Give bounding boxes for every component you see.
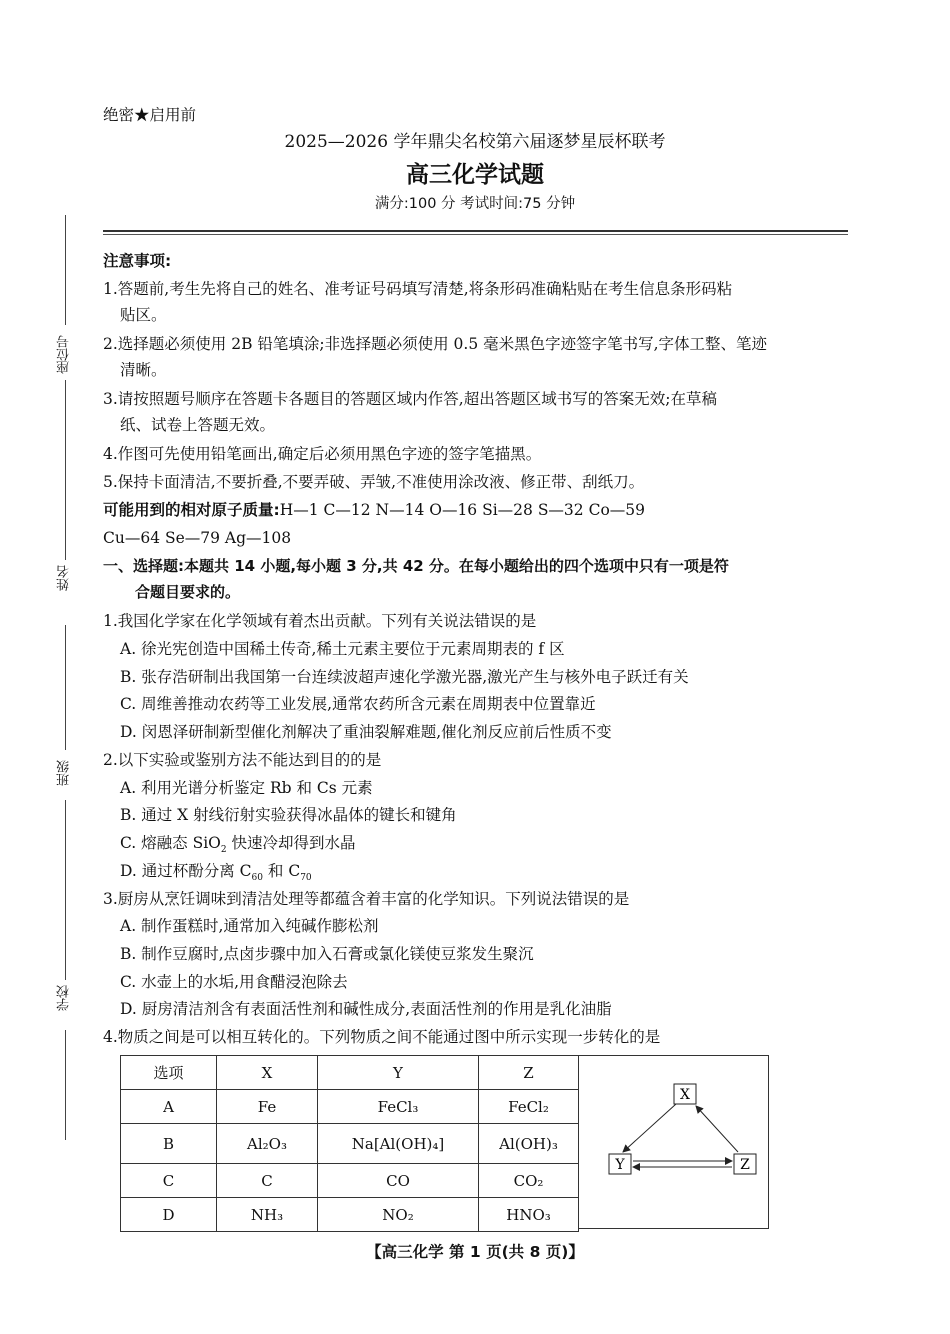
side-line [65, 380, 66, 560]
table-row [121, 1164, 579, 1198]
table-row [121, 1090, 579, 1124]
question-option: D. 闵恩泽研制新型催化剂解决了重油裂解难题,催化剂反应前后性质不变 [120, 723, 612, 741]
question-option: B. 张存浩研制出我国第一台连续波超声速化学激光器,激光产生与核外电子跃迁有关 [120, 668, 689, 686]
notice-item: 3.请按照题号顺序在答题卡各题目的答题区域内作答,超出答题区域书写的答案无效;在草稿 [103, 390, 717, 408]
question-option: D. 厨房清洁剂含有表面活性剂和碱性成分,表面活性剂的作用是乳化油脂 [120, 1000, 612, 1018]
table-cell: B [121, 1124, 217, 1164]
side-label-seat: 座位号 [57, 335, 72, 374]
table-cell: C [121, 1164, 217, 1198]
conversion-diagram-svg [578, 1056, 768, 1228]
side-line [65, 215, 66, 325]
table-header: 选项 [121, 1056, 217, 1090]
table-cell: NO₂ [318, 1198, 479, 1232]
header-rule-thin [103, 234, 848, 235]
question-option: C. 熔融态 SiO$_2$ 快速冷却得到水晶 [120, 834, 356, 856]
conversion-diagram [578, 1055, 769, 1229]
table-cell: FeCl₂ [479, 1090, 579, 1124]
question-option: C. 周维善推动农药等工业发展,通常农药所含元素在周期表中位置靠近 [120, 695, 596, 713]
side-line [65, 1030, 66, 1140]
table-cell: D [121, 1198, 217, 1232]
table-row [121, 1198, 579, 1232]
question-stem: 4.物质之间是可以相互转化的。下列物质之间不能通过图中所示实现一步转化的是 [103, 1028, 661, 1046]
notice-item: 2.选择题必须使用 2B 铅笔填涂;非选择题必须使用 0.5 毫米黑色字迹签字笔书写,字体工整、笔迹 [103, 335, 768, 353]
node-z-label: Z [740, 1157, 750, 1173]
question-stem: 1.我国化学家在化学领域有着杰出贡献。下列有关说法错误的是 [103, 612, 537, 630]
exam-meta: 满分:100 分 考试时间:75 分钟 [374, 196, 576, 212]
notice-item: 纸、试卷上答题无效。 [120, 416, 276, 434]
table-cell: NH₃ [217, 1198, 318, 1232]
atomic-masses-line2: Cu—64 Se—79 Ag—108 [103, 529, 292, 547]
table-cell: CO₂ [479, 1164, 579, 1198]
notice-item: 贴区。 [120, 306, 167, 324]
table-cell: CO [318, 1164, 479, 1198]
table-cell: Al₂O₃ [217, 1124, 318, 1164]
node-y-label: Y [615, 1157, 625, 1173]
question-option: C. 水壶上的水垢,用食醋浸泡除去 [120, 973, 348, 991]
side-label-name: 姓名 [57, 565, 72, 591]
table-cell: FeCl₃ [318, 1090, 479, 1124]
notice-item: 1.答题前,考生先将自己的姓名、准考证号码填写清楚,将条形码准确粘贴在考生信息条形码粘 [103, 280, 733, 298]
atomic-masses-line1: H—1 C—12 N—14 O—16 Si—28 S—32 Co—59 [279, 501, 645, 519]
page-footer: 【高三化学 第 1 页(共 8 页)】 [366, 1243, 584, 1261]
page-title: 高三化学试题 [406, 162, 544, 188]
section-heading: 一、选择题:本题共 14 小题,每小题 3 分,共 42 分。在每小题给出的四个选项中只有一项是符 [103, 557, 729, 575]
table-row [121, 1124, 579, 1164]
arrow-x-to-y [623, 1104, 676, 1152]
arrow-z-to-x [696, 1106, 738, 1152]
notice-item: 清晰。 [120, 361, 167, 379]
question-stem: 3.厨房从烹饪调味到清洁处理等都蕴含着丰富的化学知识。下列说法错误的是 [103, 890, 630, 908]
table-cell: Al(OH)₃ [479, 1124, 579, 1164]
side-line [65, 625, 66, 750]
question-option: A. 制作蛋糕时,通常加入纯碱作膨松剂 [120, 917, 379, 935]
question-option: D. 通过杯酚分离 $C_{60}$ 和 $C_{70}$ [120, 862, 312, 884]
question-option: B. 制作豆腐时,点卤步骤中加入石膏或氯化镁使豆浆发生聚沉 [120, 945, 534, 963]
section-heading-cont: 合题目要求的。 [135, 583, 241, 601]
question-option: A. 利用光谱分析鉴定 Rb 和 Cs 元素 [120, 779, 373, 797]
table-header: Z [479, 1056, 579, 1090]
q4-table [120, 1055, 579, 1232]
table-cell: HNO₃ [479, 1198, 579, 1232]
table-header: Y [318, 1056, 479, 1090]
side-label-school: 学校 [57, 985, 72, 1011]
table-cell: Na[Al(OH)₄] [318, 1124, 479, 1164]
side-label-class: 班级 [57, 760, 72, 786]
exam-name: 2025—2026 学年鼎尖名校第六届逐梦星辰杯联考 [284, 132, 666, 152]
notice-item: 4.作图可先使用铅笔画出,确定后必须用黑色字迹的签字笔描黑。 [103, 445, 542, 463]
table-cell: Fe [217, 1090, 318, 1124]
node-x-label: X [680, 1087, 690, 1103]
question-option: A. 徐光宪创造中国稀土传奇,稀土元素主要位于元素周期表的 f 区 [120, 640, 565, 658]
notice-heading: 注意事项: [103, 252, 172, 270]
notice-item: 5.保持卡面清洁,不要折叠,不要弄破、弄皱,不准使用涂改液、修正带、刮纸刀。 [103, 473, 645, 491]
table-cell: A [121, 1090, 217, 1124]
header-rule [103, 230, 848, 232]
question-stem: 2.以下实验或鉴别方法不能达到目的的是 [103, 751, 382, 769]
confidential-mark: 绝密★启用前 [103, 106, 197, 124]
side-line [65, 800, 66, 980]
atomic-masses-label: 可能用到的相对原子质量: [103, 501, 280, 519]
table-cell: C [217, 1164, 318, 1198]
table-header: X [217, 1056, 318, 1090]
question-option: B. 通过 X 射线衍射实验获得冰晶体的键长和键角 [120, 806, 457, 824]
atomic-masses [103, 499, 645, 521]
